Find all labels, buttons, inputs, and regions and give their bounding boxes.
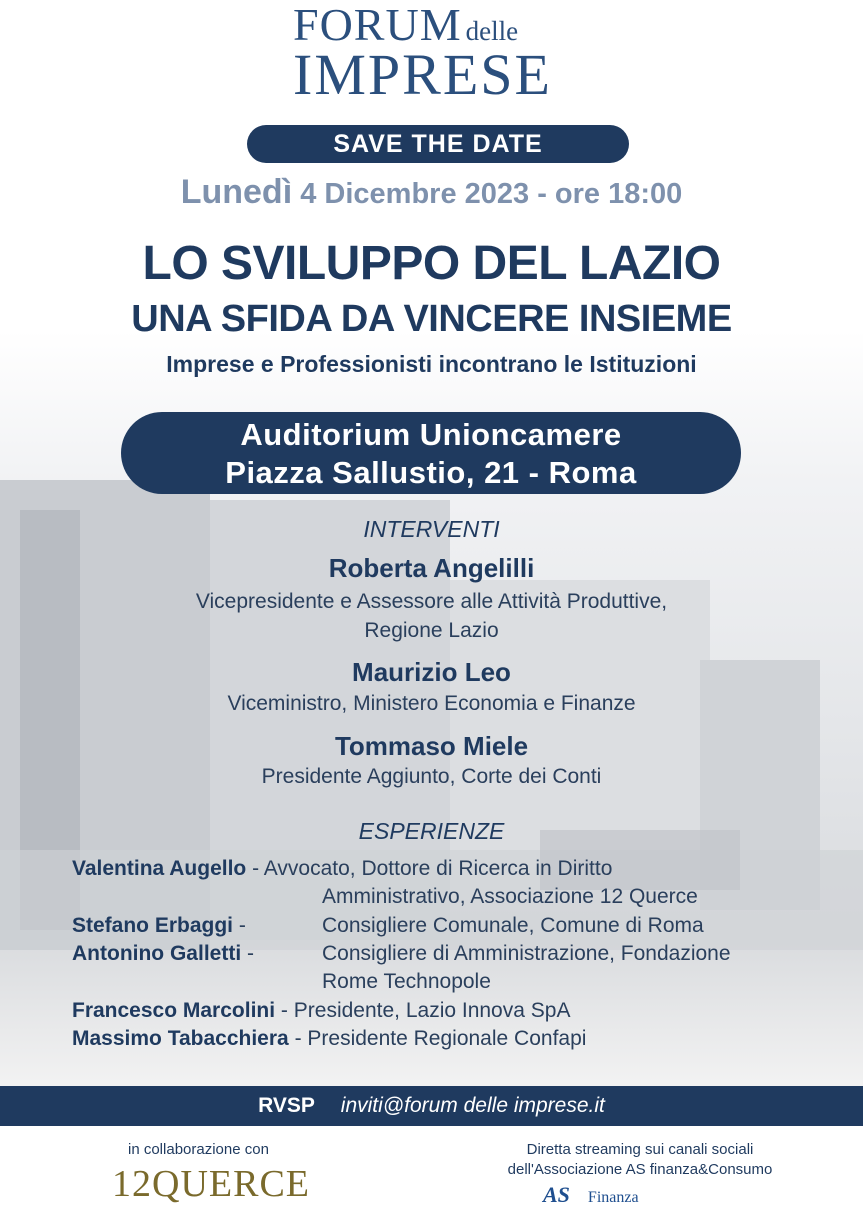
logo-delle-text: delle xyxy=(465,16,519,46)
rvsp-label: RVSP xyxy=(258,1094,315,1117)
speaker-name: Roberta Angelilli xyxy=(328,553,535,583)
rvsp-bar xyxy=(0,1086,863,1126)
esperienze-role: Presidente, Lazio Innova SpA xyxy=(293,999,571,1022)
esperienze-role-cont: Rome Technopole xyxy=(322,970,491,993)
esperienze-item: Antonino Galletti - xyxy=(72,942,254,965)
esperienze-item: Stefano Erbaggi - xyxy=(72,914,246,937)
speaker-role: Presidente Aggiunto, Corte dei Conti xyxy=(261,765,602,788)
logo-forum-text: FORUM xyxy=(293,0,462,50)
event-subtitle: Imprese e Professionisti incontrano le Istituzioni xyxy=(166,351,697,377)
venue-address: Piazza Sallustio, 21 - Roma xyxy=(225,455,637,490)
streaming-info-line2: dell'Associazione AS finanza&Consumo xyxy=(507,1161,773,1178)
esperienze-name: Antonino Galletti xyxy=(72,942,242,965)
interventi-label: INTERVENTI xyxy=(363,516,500,542)
logo-imprese-text: IMPRESE xyxy=(293,42,552,107)
esperienze-name: Stefano Erbaggi xyxy=(72,914,234,937)
esperienze-name: Valentina Augello xyxy=(72,857,247,880)
streaming-info-line1: Diretta streaming sui canali sociali xyxy=(526,1141,754,1158)
as-logo-mark-icon: AS xyxy=(543,1182,570,1207)
venue-banner xyxy=(121,412,741,494)
speaker-name: Tommaso Miele xyxy=(334,731,529,761)
esperienze-role: Consigliere Comunale, Comune di Roma xyxy=(322,914,704,937)
esperienze-name: Massimo Tabacchiera xyxy=(72,1027,289,1050)
esperienze-list xyxy=(72,855,852,1055)
save-the-date-banner: SAVE THE DATE xyxy=(247,125,629,163)
12-querce-logo: 12QUERCE xyxy=(112,1163,310,1205)
esperienze-role: Avvocato, Dottore di Ricerca in Diritto xyxy=(263,857,613,880)
speaker-role: Regione Lazio xyxy=(364,619,499,642)
venue-name: Auditorium Unioncamere xyxy=(240,417,622,452)
rvsp-email-link[interactable]: inviti@forum delle imprese.it xyxy=(340,1094,605,1117)
esperienze-item: Massimo Tabacchiera - Presidente Regionale Confapi xyxy=(72,1027,587,1050)
event-date-time: 4 Dicembre 2023 - ore 18:00 xyxy=(300,178,683,210)
esperienze-name: Francesco Marcolini xyxy=(72,999,276,1022)
esperienze-role: Consigliere di Amministrazione, Fondazione xyxy=(322,942,731,965)
speaker-name: Maurizio Leo xyxy=(352,657,511,687)
collaboration-label: in collaborazione con xyxy=(128,1141,269,1158)
as-finanza-consumo-logo: AS Finanza xyxy=(543,1182,639,1207)
esperienze-item: Valentina Augello - Avvocato, Dottore di Ricerca in Diritto xyxy=(72,857,613,880)
esperienze-role: Presidente Regionale Confapi xyxy=(307,1027,587,1050)
esperienze-role-cont: Amministrativo, Associazione 12 Querce xyxy=(322,885,698,908)
event-title-line1: LO SVILUPPO DEL LAZIO xyxy=(142,237,721,290)
esperienze-item: Francesco Marcolini - Presidente, Lazio Innova SpA xyxy=(72,999,571,1022)
speaker-role: Vicepresidente e Assessore alle Attività Produttive, xyxy=(195,590,668,613)
speaker-role: Viceministro, Ministero Economia e Finanze xyxy=(227,692,636,715)
event-title-line2: UNA SFIDA DA VINCERE INSIEME xyxy=(131,298,732,340)
event-day: Lunedì xyxy=(180,173,293,211)
event-date xyxy=(0,172,863,214)
esperienze-label: ESPERIENZE xyxy=(358,818,505,844)
